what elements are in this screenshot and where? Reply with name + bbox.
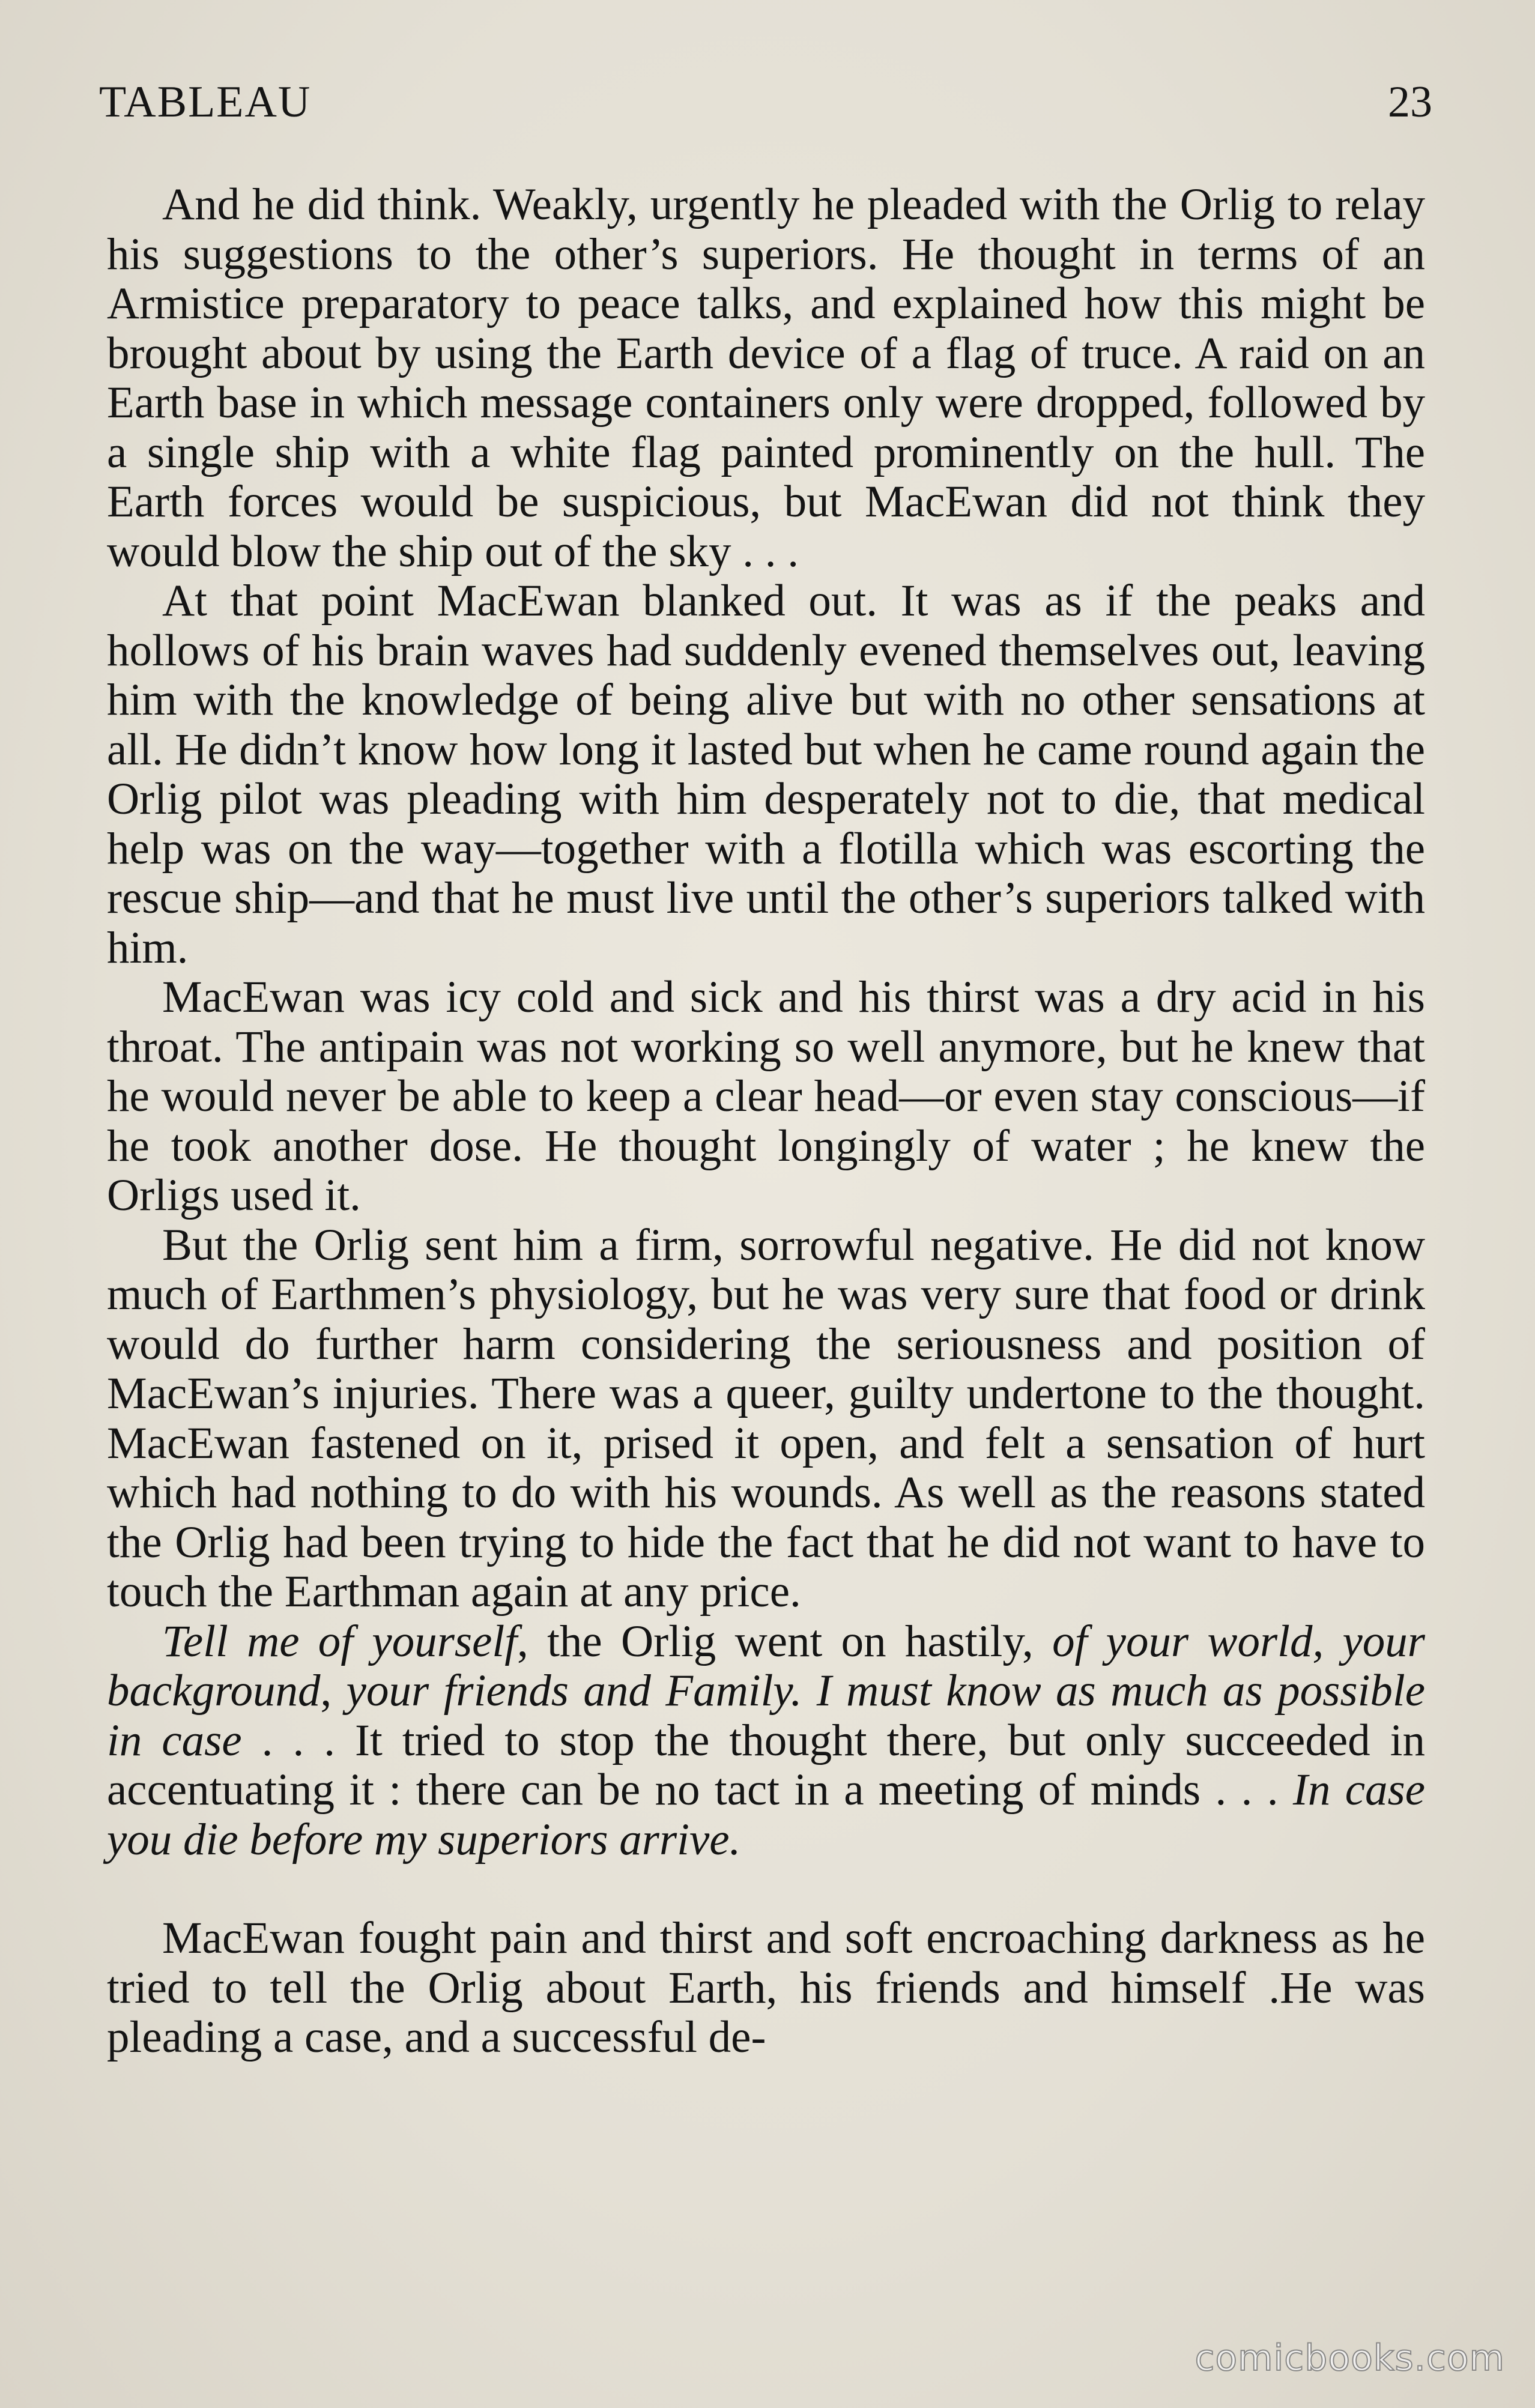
paragraph	[107, 1914, 1425, 2063]
paragraph	[107, 180, 1425, 576]
italic-text-run: Tell me of yourself	[162, 1616, 518, 1666]
running-head	[99, 77, 1432, 137]
paragraph	[107, 1221, 1425, 1617]
italic-text-run: of your world, your background	[107, 1616, 1425, 1716]
italic-text-run: your friends and Family. I must know as much as possible in case	[107, 1666, 1425, 1765]
paragraph	[107, 576, 1425, 973]
text-run: MacEwan fought pain and thirst and soft encroaching darkness as he tried to tell the Orlig about Earth, his friends and himself .He was pleading a case, and a successful de-	[107, 1913, 1425, 2062]
text-run: . . . It tried to stop the thought there, but only succeeded in accentuating it : there can be no tact in a meeting of minds . . .	[107, 1715, 1425, 1815]
running-title: TABLEAU	[99, 77, 312, 127]
text-run: , the Orlig went on hastily,	[517, 1616, 1053, 1666]
text-run: At that point MacEwan blanked out. It was as if the peaks and hollows of his brain waves had suddenly evened themselves out, leaving him with the knowledge of being alive but with no other sensations at all. He didn’t know how long it lasted but when he came round again the Orlig pilot was pleading with him desperately not to die, that medical help was on the way—together with a flotilla which was escorting the rescue ship—and that he must live until the other’s superiors talked with him.	[107, 576, 1425, 973]
paragraph	[107, 973, 1425, 1221]
text-run: MacEwan was icy cold and sick and his thirst was a dry acid in his throat. The antipain was not working so well anymore, but he knew that he would never be able to keep a clear head—or even stay conscious—if he took another dose. He thought longingly of water ; he knew the Orligs used it.	[107, 972, 1425, 1220]
text-run: ,	[320, 1666, 347, 1716]
text-run: But the Orlig sent him a firm, sorrowful negative. He did not know much of Earthmen’s physiology, but he was very sure that food or drink would do further harm considering the seriousness and position of MacEwan’s injuries. There was a queer, guilty undertone to the thought. MacEwan fastened on it, prised it open, and felt a sensation of hurt which had nothing to do with his wounds. As well as the reasons stated the Orlig had been trying to hide the fact that he did not want to have to touch the Earthman again at any price.	[107, 1220, 1425, 1617]
paragraph	[107, 1617, 1425, 1865]
page-number: 23	[1388, 77, 1432, 127]
text-run: And he did think. Weakly, urgently he pleaded with the Orlig to relay his suggestions to the other’s superiors. He thought in terms of an Armistice preparatory to peace talks, and explained how this might be brought about by using the Earth device of a flag of truce. A raid on an Earth base in which message containers only were dropped, followed by a single ship with a white flag painted prominently on the hull. The Earth forces would be suspicious, but MacEwan did not think they would blow the ship out of the sky . . .	[107, 180, 1425, 576]
italic-text-run: In case you die before my superiors arrive.	[107, 1765, 1425, 1865]
body-text	[107, 180, 1425, 2063]
watermark-logo: comicbooks.com	[1194, 2337, 1505, 2379]
